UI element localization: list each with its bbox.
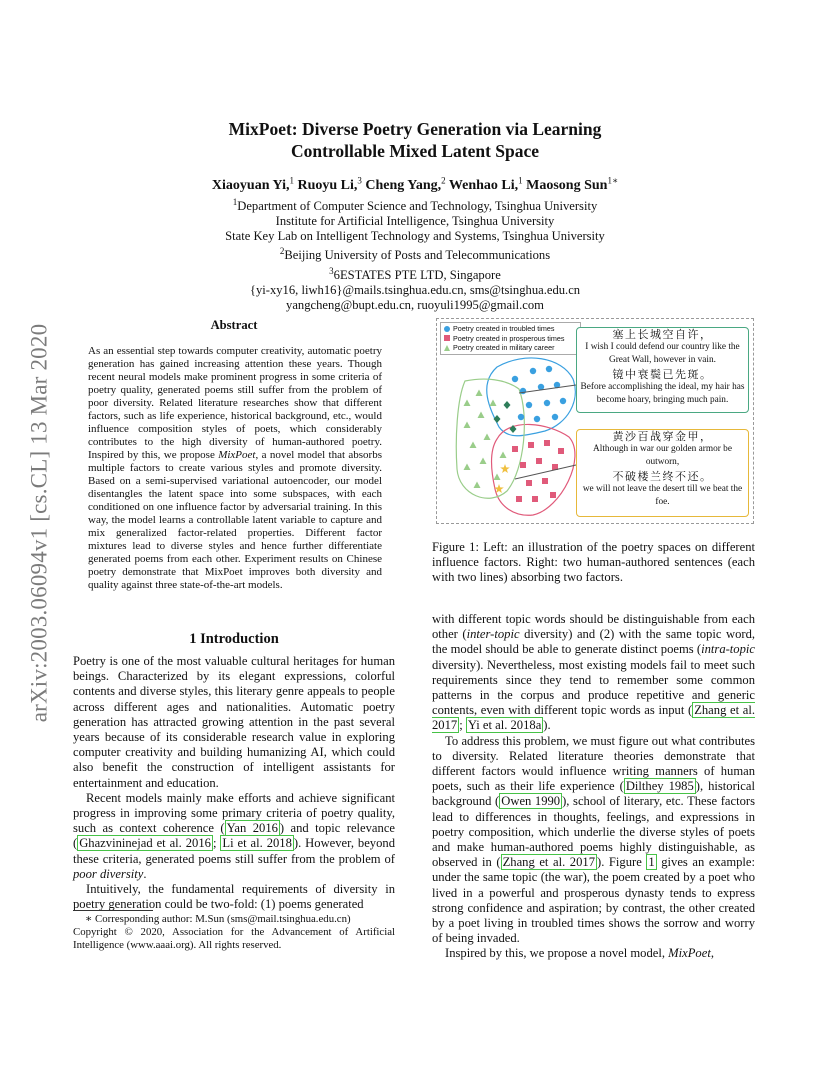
poem-line-chinese: 塞上长城空自许， [612,328,713,341]
affiliation-list [120,195,710,314]
triangle-marker [464,422,471,429]
poem-line-translation: Before accomplishing the ideal, my hair has become hoary, bringing much pain. [580,381,745,406]
title-line-2: Controllable Mixed Latent Space [290,141,540,161]
affiliation: State Key Lab on Intelligent Technology and Systems, Tsinghua University [225,229,605,244]
author: Ruoyu Li,$^3$ [297,175,362,193]
paragraph: Poetry is one of the most valuable cultural heritages for human beings. Characterized by its elegant expressions, colorful contents and diverse styles, this literary genre appeals to people across different ages and nationalities. Automatic poetry generation has attracted growing attention in the past several years because of its considerable research value in exploring computer creativity and building humanizing AI, which could also benefit the construction of intelligent assistants for entertainment and education. [73,654,395,790]
square-marker [520,462,526,468]
poem-line-translation: I wish I could defend our country like the Great Wall, however in vain. [585,342,740,366]
paragraph: Inspired by this, we propose a novel model, MixPoet, [445,946,714,961]
citation-link[interactable]: Zhang et al. 2017 [502,855,595,870]
citation-link[interactable]: Yi et al. 2018a [467,718,542,733]
poem-box-prosperous [576,429,749,517]
triangle-marker [500,452,507,459]
arxiv-id: arXiv:2003.06094v1 [cs.CL] 13 Mar 2020 [26,323,52,723]
circle-marker [560,398,566,404]
paper-title [120,118,710,162]
figure-legend [440,322,581,355]
square-marker [542,478,548,484]
diamond-marker [494,415,501,423]
square-marker [526,480,532,486]
triangle-marker [464,464,471,471]
triangle-marker [484,434,491,441]
square-marker [532,496,538,502]
paragraph: Recent models mainly make efforts and achieve significant progress in improving some primary criteria of poetry quality, such as context coherence ( Yan 2016 ) and topic relevance ( Ghazvininejad et al. 2016 ; Li et al. 2018 ). However, beyond these criteria, generated poems still suffer from the problem of poor diversity. [73,790,395,881]
figure-ref-link[interactable]: 1 [648,855,655,870]
footnote-rule [73,910,153,911]
citation-link[interactable]: Li et al. 2018 [222,836,292,851]
square-marker [516,496,522,502]
citation-link[interactable]: Zhang et al. 2017 [432,703,755,733]
poem-box-troubled [576,327,749,413]
author-list [120,171,710,195]
square-marker [536,458,542,464]
author: Wenhao Li,$^1$ [448,175,523,193]
author-emails: yangcheng@bupt.edu.cn, ruoyuli1995@gmail.com [286,298,544,313]
citation-link[interactable]: Owen 1990 [501,794,561,809]
introduction-body [73,654,395,912]
square-marker [512,446,518,452]
arxiv-watermark [24,288,54,758]
citation-link[interactable]: Dilthey 1985 [625,779,694,794]
star-marker [500,464,510,473]
triangle-marker [478,412,485,419]
pointer-line [519,385,576,393]
paragraph: Intuitively, the fundamental requirements of diversity in poetry generation could be two-fold: (1) poems generated [73,882,395,912]
legend-entry: Poetry created in prosperous times [444,334,577,344]
legend-entry: Poetry created in troubled times [444,324,577,334]
square-marker [558,448,564,454]
affiliation: $^2$Beijing University of Posts and Telecommunications [279,246,551,263]
triangle-marker [464,400,471,407]
circle-marker-icon [444,326,450,332]
paper-header [120,118,710,314]
triangle-marker [480,458,487,465]
diamond-marker [504,401,511,409]
figure-caption: Figure 1: Left: an illustration of the poetry spaces on different influence factors. Right: two human-authored sentences (each with two lines) absorbing two factors. [432,540,755,585]
circle-marker [518,414,524,420]
right-column-body [432,612,755,962]
square-marker [544,440,550,446]
title-line-1: MixPoet: Diverse Poetry Generation via Learning [228,119,602,139]
author: Cheng Yang,$^2$ [365,175,446,193]
poem-line-chinese: 镜中衰鬓已先斑。 [612,367,713,381]
author: Maosong Sun$^{1∗}$ [526,175,619,193]
copyright-note: Copyright © 2020, Association for the Advancement of Artificial Intelligence (www.aaai.org). All rights reserved. [73,926,395,951]
circle-marker [546,366,552,372]
triangle-marker [476,390,483,397]
affiliation: $^3$6ESTATES PTE LTD, Singapore [329,265,501,283]
poem-line-translation: we will not leave the desert till we beat the foe. [582,483,743,508]
triangle-marker [494,474,501,481]
paragraph: with different topic words should be distinguishable from each other (inter-topic diversity) and (2) with the same topic word, the model should be able to generate distinct poems (intra-topic diversity). Nevertheless, most existing models fail to meet such requirements since they tend to remember some common patterns in the corpus and produce repetitive and generic contents, even with different topic words as input ( Zhang et al. 2017 ; Yi et al. 2018a ). [432,612,756,733]
legend-entry: Poetry created in military career [444,343,577,353]
circle-marker [552,414,558,420]
circle-marker [530,368,536,374]
circle-marker [526,402,532,408]
poem-line-translation: Although in war our golden armor be outworn, [593,444,732,468]
military-career-region [456,379,524,498]
figure-1 [436,318,754,524]
citation-link[interactable]: Yan 2016 [226,821,278,836]
section-heading-introduction: 1 Introduction [189,631,279,647]
square-marker [528,442,534,448]
circle-marker [544,400,550,406]
footnote [73,913,395,952]
poem-line-chinese: 不破楼兰终不还。 [612,469,713,483]
abstract-heading: Abstract [210,318,258,332]
triangle-marker [474,482,481,489]
author-emails: {yi-xy16, liwh16}@mails.tsinghua.edu.cn, sms@tsinghua.edu.cn [249,283,581,298]
abstract-body: As an essential step towards computer creativity, automatic poetry generation has gained increasing attention these years. Though recent neural models make prominent progress in some criteria of poetry quality, generated poems still suffer from the problem of poor diversity. Related literature researches show that different factors, such as life experience, historical background, etc., would influence composition styles of poets, which considerably contributes to the high diversity of human-authored poetry. Inspired by this, we propose MixPoet, a novel model that absorbs multiple factors to create various styles and promote diversity. Based on a semi-supervised variational autoencoder, our model disentangles the latent space into some subspaces, with each conditioned on one influence factor by adversarial training. In this way, the model learns a controllable latent variable to capture and mix generalized factor-related properties. Different factor mixtures lead to diverse styles and hence further differentiate generated poems from each other. Experiment results on Chinese poetry demonstrate that MixPoet improves both diversity and quality against three state-of-the-art models. [88,345,382,591]
triangle-marker [490,400,497,407]
triangle-marker-icon [444,345,450,351]
affiliation: $^1$Department of Computer Science and Technology, Tsinghua University [232,196,598,213]
poem-line-chinese: 黄沙百战穿金甲， [612,430,713,443]
paragraph: To address this problem, we must figure out what contributes to diversity. Related literature theories demonstrate that different factors would influence writing manners of human poets, such as their life experience ( Dilthey 1985 ), historical background ( Owen 1990 ), school of literary, etc. These factors lead to differences in thoughts, feelings, and expressions in poetry composition, which underlie the diverse styles of poets and make human-authored poems highly distinguishable, as observed in ( Zhang et al. 2017 ). Figure 1 gives an example: under the same topic (the war), the poem created by a poet who lived in a powerful and prosperous dynasty tends to express strong confidence and aspiration; by contrast, the other created by a poet living in troubled times shows the sorrow and worry of being invaded. [432,733,756,946]
circle-marker [534,416,540,422]
square-marker [550,492,556,498]
corresponding-author-note: ∗ Corresponding author: M.Sun (sms@mail.tsinghua.edu.cn) [85,913,351,925]
square-marker-icon [444,335,450,341]
circle-marker [520,388,526,394]
citation-link[interactable]: Ghazvininejad et al. 2016 [79,836,211,851]
triangle-marker [470,442,477,449]
affiliation: Institute for Artificial Intelligence, Tsinghua University [275,214,555,229]
circle-marker [512,376,518,382]
author: Xiaoyuan Yi,$^1$ [211,175,294,193]
